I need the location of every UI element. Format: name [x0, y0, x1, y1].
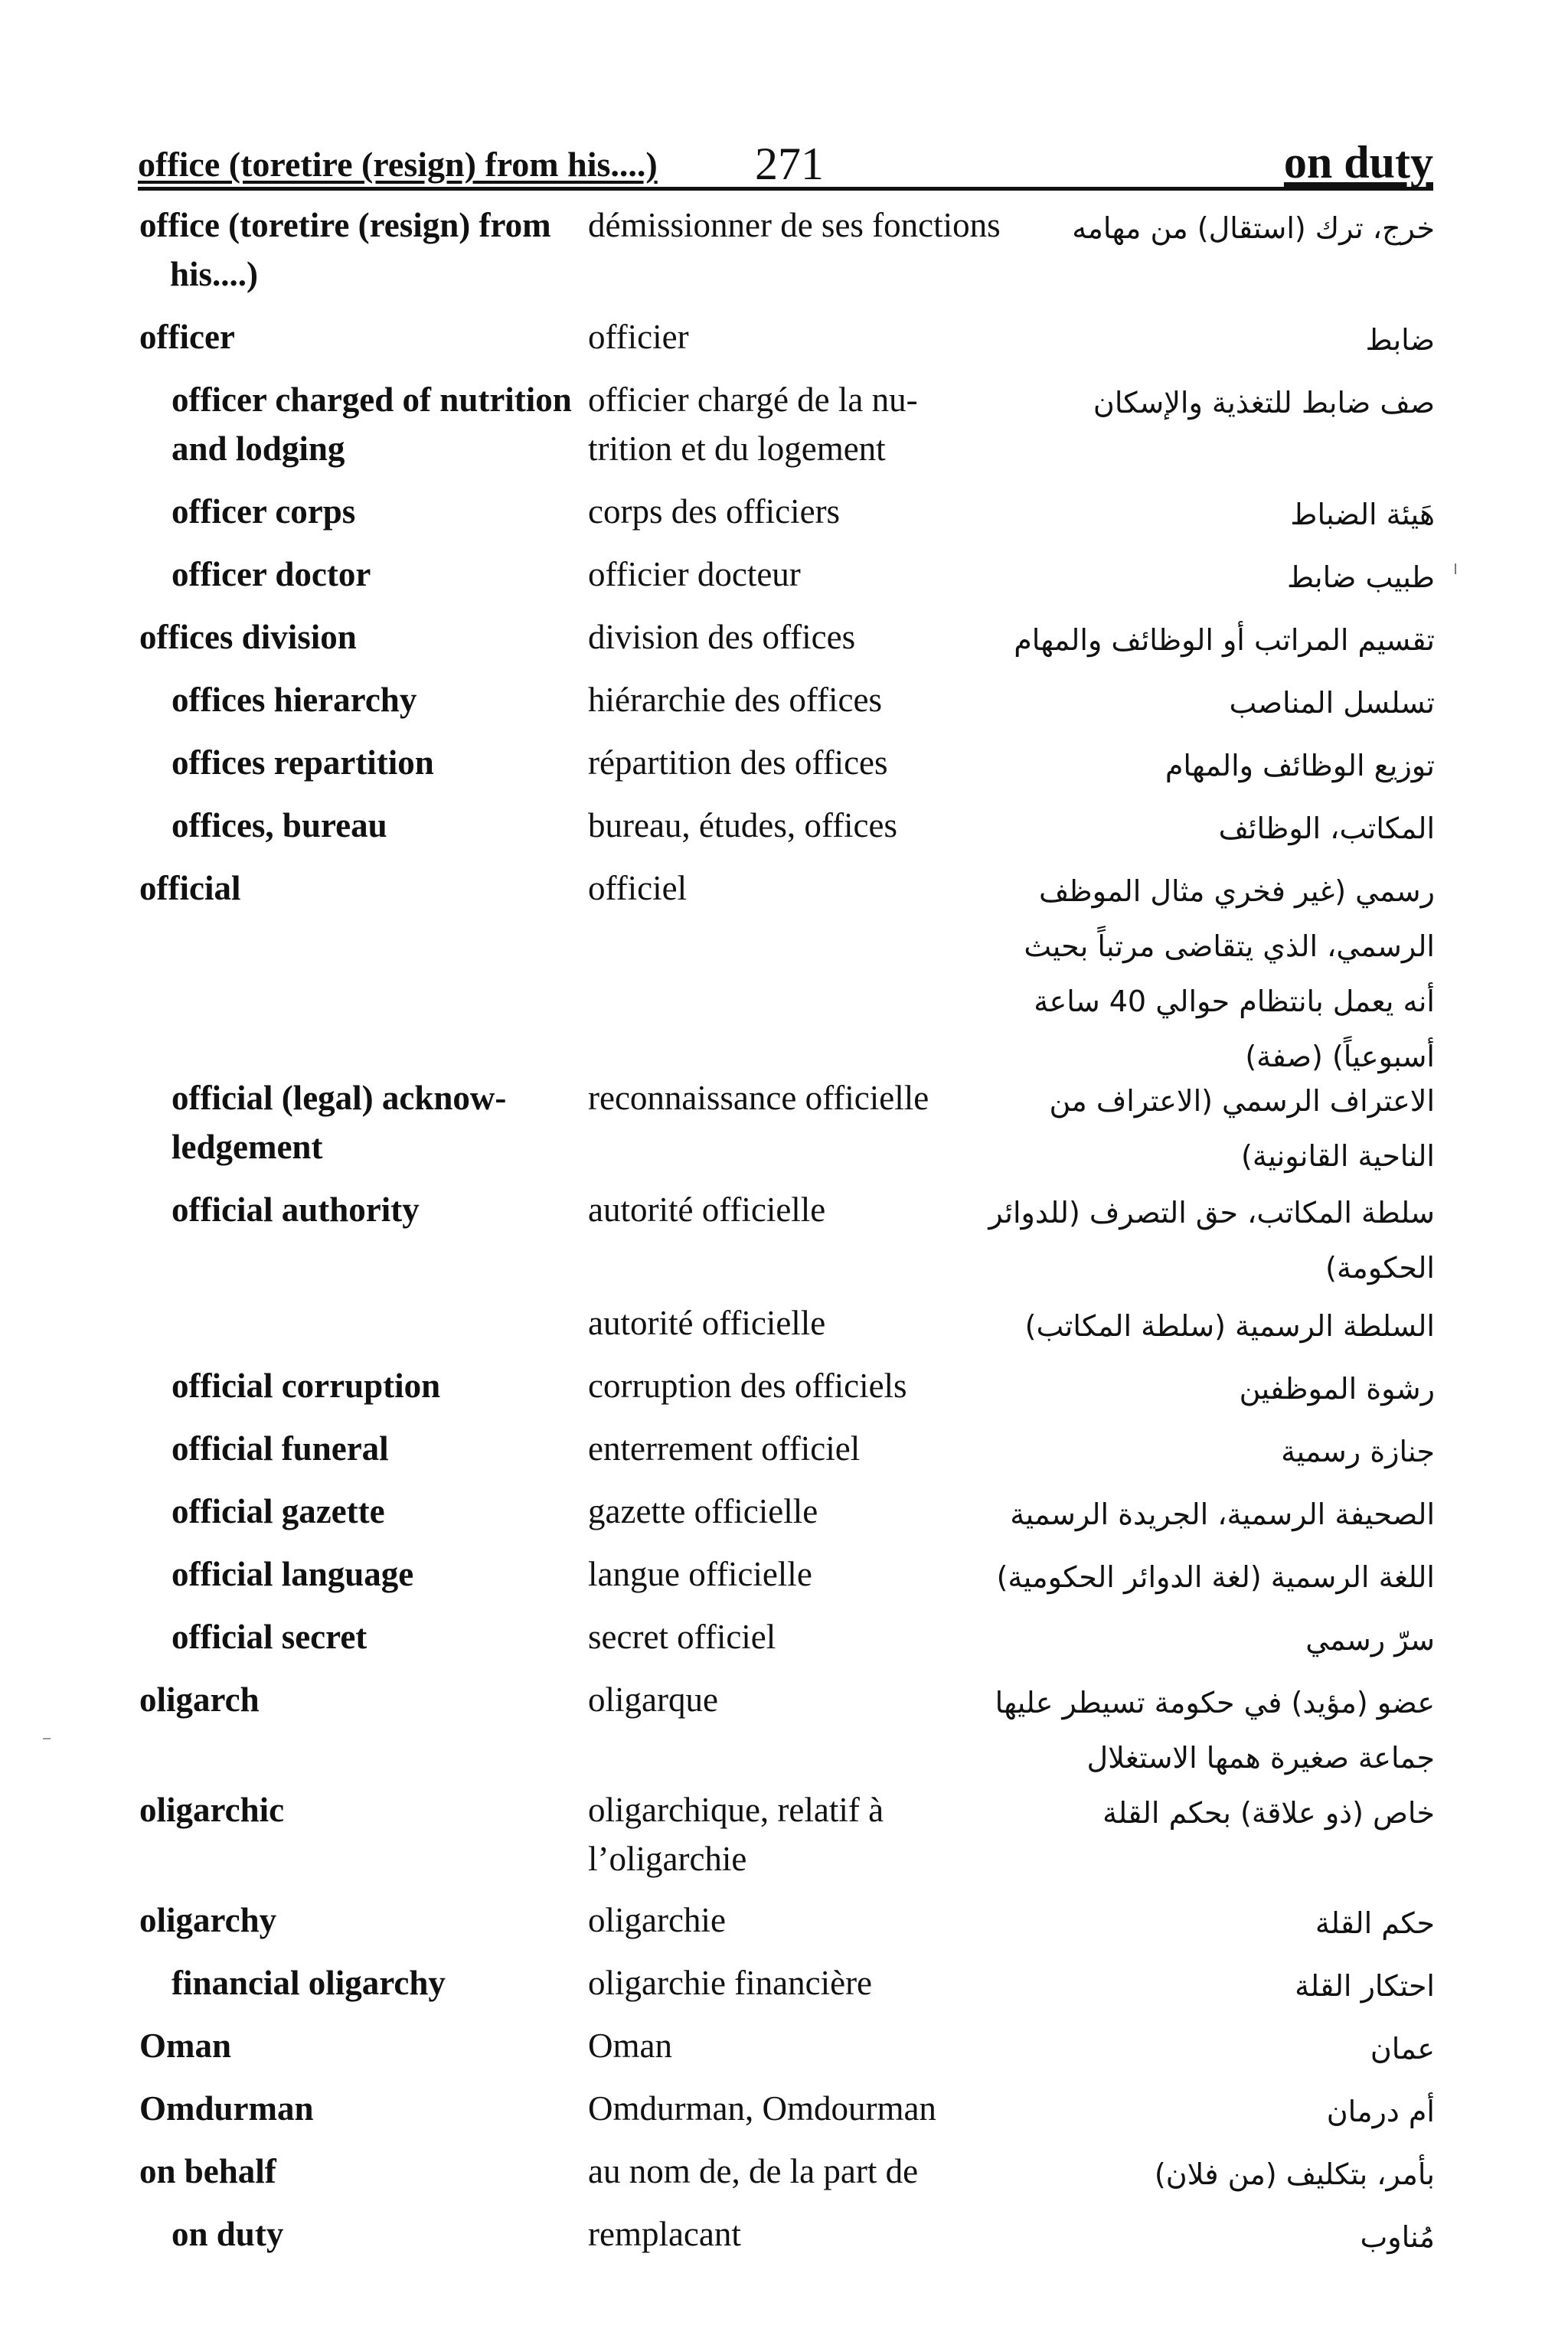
- entry-french: oligarchique, relatif à l’oligarchie: [588, 1791, 884, 1878]
- entry-english: official language: [172, 1555, 414, 1593]
- entry-english: offices, bureau: [172, 806, 387, 844]
- entry-arabic: بأمر، بتكليف (من فلان): [1154, 2157, 1435, 2191]
- entry-french: gazette officielle: [588, 1492, 818, 1530]
- page-header: [138, 136, 1433, 191]
- entry-english: official corruption: [172, 1367, 441, 1405]
- entry-french: officier: [588, 318, 689, 356]
- entry-arabic: جنازة رسمية: [1281, 1435, 1435, 1468]
- entry-french: remplacant: [588, 2215, 741, 2253]
- entry-english: officer doctor: [172, 555, 371, 593]
- entry-arabic: حكم القلة: [1315, 1906, 1435, 1940]
- entry-french: autorité officielle: [588, 1304, 826, 1342]
- entry-arabic: ضابط: [1365, 323, 1435, 357]
- entry-french: corruption des officiels: [588, 1367, 907, 1405]
- entry-arabic: توزيع الوظائف والمهام: [1165, 749, 1435, 782]
- entry-arabic: اللغة الرسمية (لغة الدوائر الحكومية): [996, 1560, 1435, 1594]
- entry-french: langue officielle: [588, 1555, 812, 1593]
- entry-english: officer charged of nutrition and lodging: [172, 380, 572, 468]
- entry-french: officier docteur: [588, 555, 801, 593]
- header-last-entry: on duty: [1283, 137, 1433, 188]
- entry-arabic: تقسيم المراتب أو الوظائف والمهام: [1014, 623, 1435, 657]
- entry-english: offices repartition: [172, 743, 434, 782]
- entry-english: oligarch: [139, 1680, 260, 1719]
- entry-arabic: مُناوب: [1360, 2220, 1435, 2254]
- entry-french: oligarque: [588, 1680, 718, 1719]
- entry-english: on duty: [172, 2215, 284, 2253]
- entry-french: bureau, études, offices: [588, 806, 898, 844]
- entry-french: oligarchie: [588, 1901, 726, 1939]
- entry-arabic: خاص (ذو علاقة) بحكم القلة: [1102, 1796, 1435, 1830]
- entry-french: au nom de, de la part de: [588, 2152, 919, 2190]
- page-number: 271: [755, 139, 824, 189]
- entry-french: enterrement officiel: [588, 1429, 861, 1468]
- entry-arabic: السلطة الرسمية (سلطة المكاتب): [1024, 1309, 1435, 1343]
- entry-english: official authority: [172, 1190, 420, 1229]
- entry-english: offices hierarchy: [172, 681, 417, 719]
- entry-arabic: رشوة الموظفين: [1239, 1372, 1435, 1406]
- entry-arabic: الاعتراف الرسمي (الاعتراف من الناحية القانونية): [1049, 1084, 1435, 1173]
- entry-french: oligarchie financière: [588, 1964, 873, 2002]
- entry-french: répartition des offices: [588, 743, 888, 782]
- entry-english: official gazette: [172, 1492, 385, 1530]
- entry-french: officiel: [588, 869, 688, 907]
- entry-english: office (toretire (resign) from his....): [139, 206, 551, 293]
- entry-english: officer corps: [172, 492, 356, 531]
- entry-arabic: أم درمان: [1326, 2095, 1435, 2128]
- entry-english: oligarchic: [139, 1791, 285, 1829]
- entry-english: financial oligarchy: [172, 1964, 446, 2002]
- entry-english: oligarchy: [139, 1901, 277, 1939]
- entry-english: official (legal) acknow-ledgement: [172, 1079, 507, 1166]
- entry-english: official: [139, 869, 241, 907]
- entry-english: official secret: [172, 1618, 368, 1656]
- entry-english: officer: [139, 318, 235, 356]
- header-first-entry: office (toretire (resign) from his....): [138, 145, 658, 184]
- entry-arabic: عضو (مؤيد) في حكومة تسيطر عليها جماعة صغيرة همها الاستغلال: [995, 1686, 1435, 1775]
- entry-arabic: طبيب ضابط: [1286, 560, 1435, 594]
- entry-arabic: الصحيفة الرسمية، الجريدة الرسمية: [1010, 1497, 1435, 1531]
- scan-mark: [43, 1738, 51, 1739]
- entry-french: autorité officielle: [588, 1190, 826, 1229]
- entry-french: corps des officiers: [588, 492, 841, 531]
- entry-english: on behalf: [139, 2152, 276, 2190]
- entry-arabic: عمان: [1370, 2032, 1435, 2066]
- entry-french: reconnaissance officielle: [588, 1079, 929, 1117]
- entry-arabic: احتكار القلة: [1295, 1969, 1435, 2003]
- entry-arabic: رسمي (غير فخري مثال الموظف الرسمي، الذي يتقاضى مرتباً بحيث أنه يعمل بانتظام حوالي 40 ساعة أسبوعياً) (صفة): [1024, 874, 1435, 1073]
- entry-english: Omdurman: [139, 2089, 314, 2128]
- entry-french: Omdurman, Omdourman: [588, 2089, 936, 2128]
- entry-english: official funeral: [172, 1429, 389, 1468]
- entry-french: officier chargé de la nu-trition et du logement: [588, 380, 918, 468]
- entry-french: Oman: [588, 2027, 672, 2065]
- entry-french: démissionner de ses fonctions: [588, 206, 1001, 244]
- entry-arabic: صف ضابط للتغذية والإسكان: [1093, 386, 1435, 420]
- entry-arabic: سلطة المكاتب، حق التصرف (للدوائر الحكومة): [988, 1196, 1435, 1285]
- scan-mark: [1455, 563, 1456, 574]
- entry-arabic: سرّ رسمي: [1305, 1623, 1435, 1657]
- entry-french: division des offices: [588, 618, 856, 656]
- entry-french: secret officiel: [588, 1618, 776, 1656]
- entry-arabic: المكاتب، الوظائف: [1218, 812, 1435, 845]
- entry-arabic: هَيئة الضباط: [1290, 498, 1435, 531]
- entry-french: hiérarchie des offices: [588, 681, 882, 719]
- entry-english: offices division: [139, 618, 357, 656]
- entry-arabic: خرج، ترك (استقال) من مهامه: [1072, 211, 1435, 245]
- entry-arabic: تسلسل المناصب: [1229, 686, 1435, 720]
- entry-english: Oman: [139, 2027, 232, 2065]
